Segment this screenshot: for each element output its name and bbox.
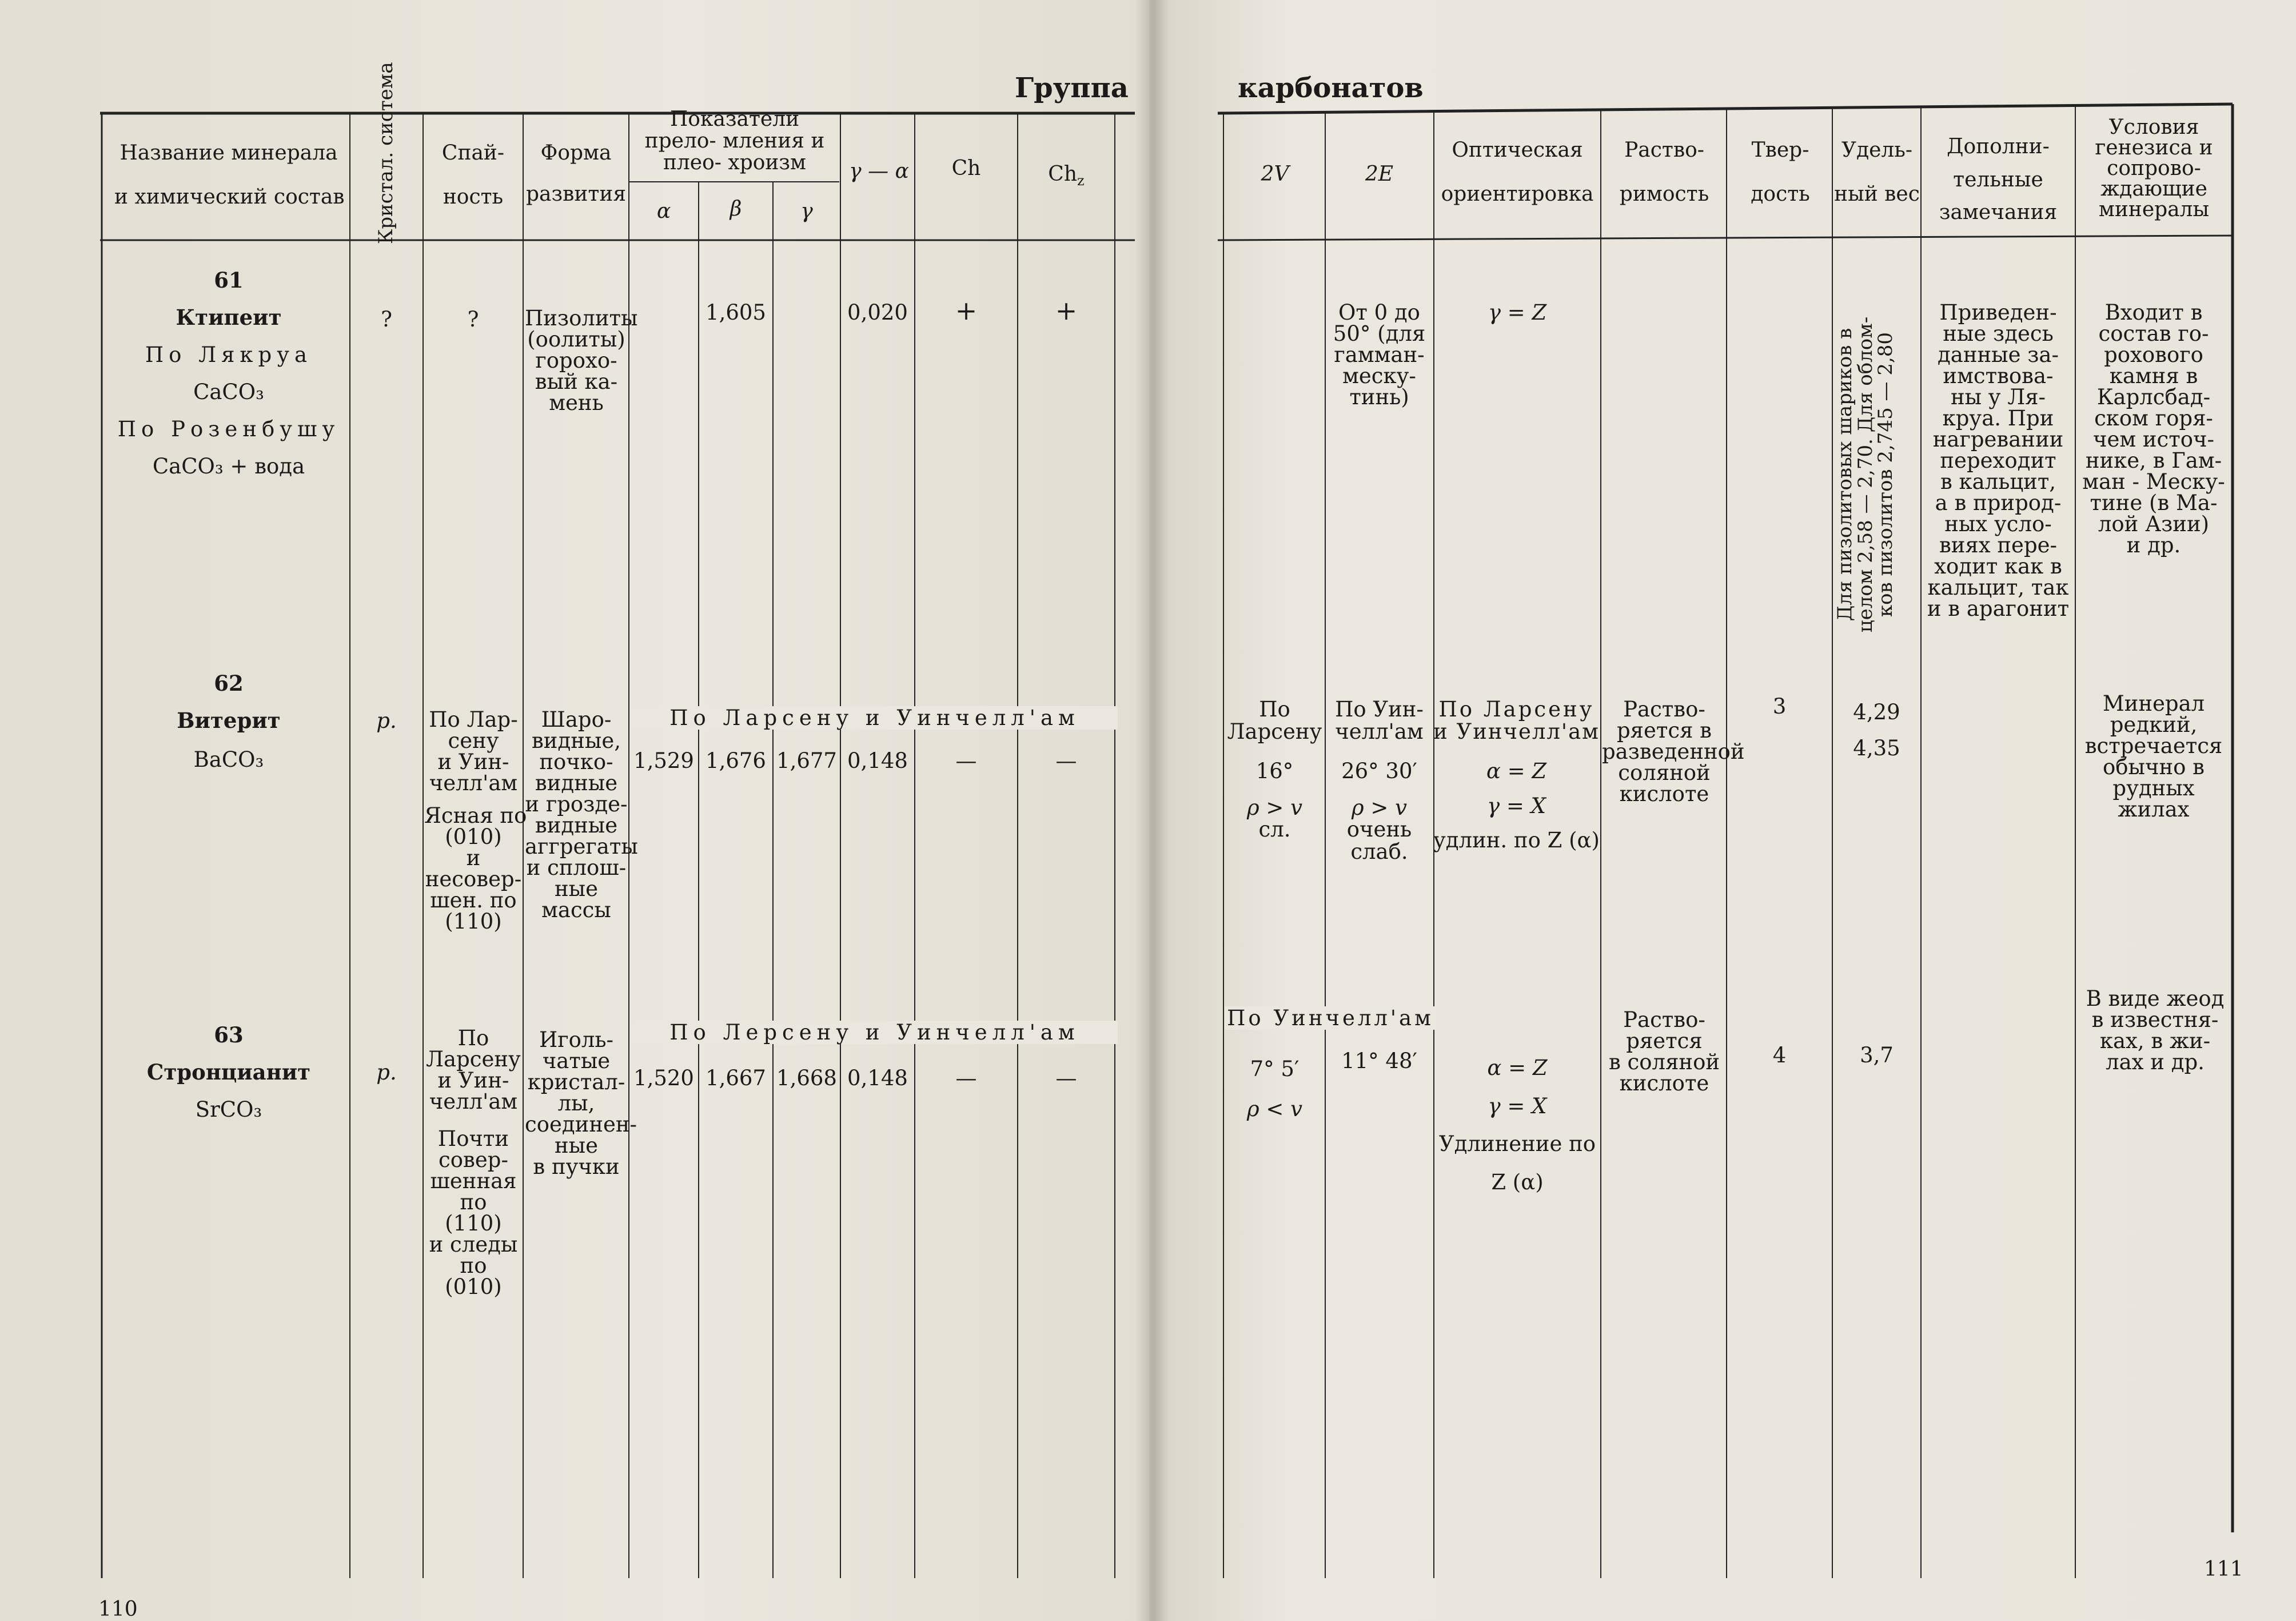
row61-number: 61 (214, 268, 244, 293)
row62-crystal: p. (376, 708, 397, 733)
row63-hardness: 4 (1772, 1043, 1787, 1068)
row61-form: Пизолиты (оолиты) горохо- вый ка- мень (525, 306, 638, 415)
row61-birefringence: 0,020 (847, 300, 908, 325)
row61-optic: γ = Z (1488, 300, 1547, 325)
header-gravity-line2: ный вес (1834, 182, 1920, 206)
row61-extra-1: По Лякруа (145, 342, 313, 367)
row62-cleavage: По Лар- сену и Уин- челл'ам Ясная по (010) и несовер- шен. по (110) (424, 707, 527, 934)
row63-gamma: 1,668 (776, 1066, 837, 1090)
row62-form: Шаро- видные, почко- видные и грозде- видные аггрегаты и сплош- ные массы (525, 707, 638, 922)
running-head-left: Группа (1015, 72, 1129, 104)
header-alpha: α (656, 200, 671, 223)
row62-name: Витерит (177, 708, 281, 733)
row62-chz: — (1055, 748, 1077, 773)
row62-genesis: Минерал редкий, встречается обычно в рудных жилах (2084, 691, 2223, 822)
header-hardness-line2: дость (1751, 182, 1810, 206)
header-name-line2: и химический состав (114, 185, 345, 209)
row61-notes: Приведен- ные здесь данные за- имствова- ны у Ля- круа. При нагревании переходит в кальцит, а в природ- ных усло- виях пере- ходит как в кальцит, так и в арагонит (1927, 300, 2070, 621)
header-solubility-line1: Раство- (1624, 138, 1704, 162)
header-name-line1: Название минерала (119, 141, 338, 165)
row63-2e: 11° 48′ (1341, 1049, 1417, 1073)
row61-extra-2: CaCO₃ (193, 380, 264, 404)
header-optic-line2: ориентировка (1441, 182, 1594, 206)
row61-beta: 1,605 (705, 300, 766, 325)
row63-chz: — (1055, 1066, 1077, 1090)
row62-birefringence: 0,148 (847, 748, 908, 773)
row61-gravity-rotated: Для пизолитовых шариков в целом 2,58 — 2,70. Для облом- ков пизолитов 2,745 — 2,80 (1833, 316, 1898, 633)
header-ch: Ch (951, 157, 981, 180)
row62-gravity: 4,29 4,35 (1853, 700, 1900, 760)
row63-crystal: p. (376, 1060, 397, 1085)
header-optic-line1: Оптическая (1452, 138, 1583, 162)
row63-formula: SrCO₃ (195, 1097, 262, 1122)
row63-ch: — (955, 1066, 977, 1090)
row62-solubility: Раство- ряется в разведенной соляной кислоте (1602, 697, 1745, 806)
row63-source-span: По Лерсену и Уинчелл'ам (632, 1021, 1118, 1044)
header-genesis: Условия генезиса и сопрово- ждающие минералы (2095, 115, 2213, 221)
header-form-line2: развития (526, 182, 627, 206)
header-2e: 2E (1365, 162, 1394, 186)
row62-gamma: 1,677 (776, 748, 837, 773)
header-cleavage-line2: ность (443, 185, 504, 209)
row63-birefringence: 0,148 (847, 1066, 908, 1090)
row62-source-span: По Ларсену и Уинчелл'ам (632, 706, 1118, 730)
row61-ch: + (955, 295, 978, 326)
row62-2v: По Ларсену 16° ρ > v сл. (1227, 697, 1322, 842)
row61-genesis: Входит в состав го- рохового камня в Карлсбад- ском горя- чем источ- нике, в Гам- ман - Меску- тине (в Ма- лой Азии) и др. (2082, 300, 2225, 557)
row61-extra-4: CaCO₃ + вода (152, 454, 305, 479)
row61-extra-3: По Розенбушу (117, 417, 340, 441)
header-solubility-line2: римость (1619, 182, 1709, 206)
header-gravity-line1: Удель- (1841, 138, 1913, 162)
row63-cleavage: По Ларсену и Уин- челл'ам Почти совер- шенная по (110) и следы по (010) (426, 1026, 521, 1299)
row63-alpha: 1,520 (633, 1066, 694, 1090)
page-number-right: 111 (2204, 1558, 2243, 1581)
row62-ch: — (955, 748, 977, 773)
header-gamma: γ (800, 200, 813, 223)
header-2v: 2V (1261, 162, 1289, 186)
row63-2v: 7° 5′ ρ < v (1246, 1057, 1303, 1122)
row62-alpha: 1,529 (633, 748, 694, 773)
header-beta: β (730, 197, 742, 221)
row63-number: 63 (214, 1022, 244, 1048)
row62-hardness: 3 (1772, 694, 1787, 719)
row61-2e: От 0 до 50° (для гамман- меску- тинь) (1333, 300, 1426, 409)
row63-form: Иголь- чатые кристал- лы, соединен- ные в пучки (525, 1027, 637, 1179)
running-head-right: карбонатов (1238, 72, 1424, 104)
header-cleavage-line1: Спай- (441, 141, 505, 165)
header-chz: $Ch_z$ (1048, 162, 1085, 189)
row62-optic: По Ларсену и Уинчелл'ам α = Z γ = X удлин. по Z (α) (1433, 697, 1600, 853)
row63-solubility: Раство- ряется в соляной кислоте (1608, 1007, 1720, 1096)
row63-beta: 1,667 (705, 1066, 766, 1090)
page-number-left: 110 (98, 1598, 138, 1621)
header-notes: Дополни- тельные замечания (1939, 135, 2058, 225)
row61-crystal: ? (381, 307, 392, 332)
row63-genesis: В виде жеод в известня- ках, в жи- лах и др. (2086, 986, 2225, 1074)
row62-number: 62 (214, 671, 244, 696)
row62-formula: BaCO₃ (193, 747, 264, 772)
right-header-rule (1218, 236, 2233, 240)
header-refraction: Показатели прело- мления и плео- хроизм (644, 107, 825, 174)
row63-name: Стронцианит (146, 1060, 311, 1085)
right-top-rule (1218, 104, 2233, 113)
row63-2v-2e-span: По Уинчелл'ам (1225, 1006, 1436, 1030)
row62-2e: По Уин- челл'ам 26° 30′ ρ > v очень слаб. (1335, 697, 1424, 865)
row63-optic: α = Z γ = X Удлинение по Z (α) (1438, 1056, 1596, 1194)
header-crystal: Кристал. система (374, 62, 397, 244)
row63-gravity: 3,7 (1860, 1043, 1894, 1068)
row61-name: Ктипеит (176, 305, 282, 330)
row61-chz: + (1055, 295, 1078, 326)
row62-beta: 1,676 (705, 748, 766, 773)
header-form-line1: Форма (540, 141, 612, 165)
header-hardness-line1: Твер- (1751, 138, 1809, 162)
row61-cleavage: ? (467, 307, 479, 332)
header-birefringence: γ — α (849, 160, 909, 183)
